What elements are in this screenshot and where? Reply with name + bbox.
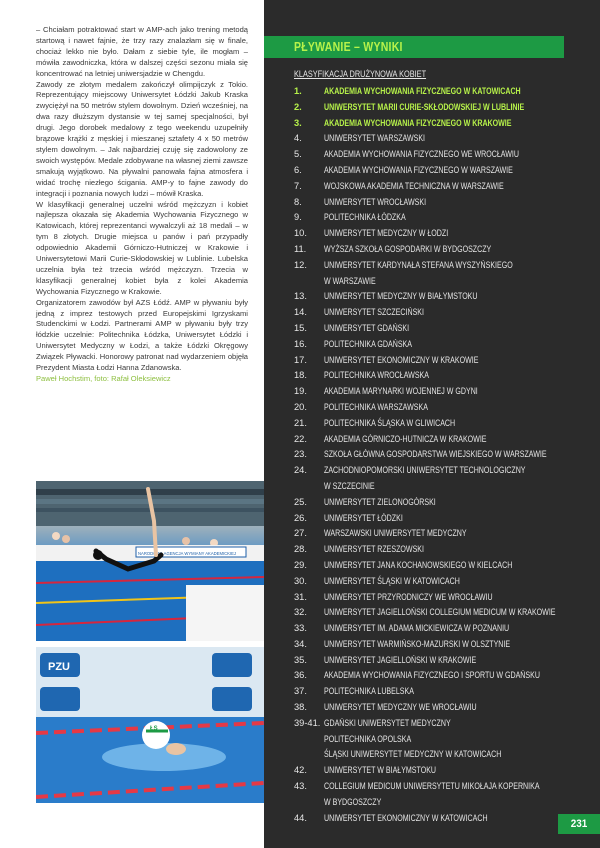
result-rank: 30. bbox=[294, 575, 307, 586]
result-rank: 26. bbox=[294, 512, 307, 523]
result-rank: 23. bbox=[294, 449, 307, 460]
page-number-box bbox=[558, 814, 600, 834]
result-row bbox=[294, 574, 594, 590]
result-rank: 3. bbox=[294, 117, 302, 128]
photo-credit: Paweł Hochstim, foto: Rafał Oleksiewicz bbox=[36, 374, 171, 383]
result-row bbox=[294, 321, 594, 337]
result-row bbox=[294, 495, 594, 511]
result-row bbox=[294, 116, 594, 132]
result-rank: 8. bbox=[294, 196, 302, 207]
result-rank: 5. bbox=[294, 149, 302, 160]
result-row bbox=[294, 179, 594, 195]
result-name: W WARSZAWIE bbox=[324, 275, 376, 286]
result-name: AKADEMIA GÓRNICZO-HUTNICZA W KRAKOWIE bbox=[324, 433, 487, 444]
page-number: 231 bbox=[570, 818, 588, 830]
result-row bbox=[294, 100, 594, 116]
article-paragraph: Zawody ze złotym medalem zakończył olimpijczyk z Tokio. Reprezentujący miejscowy Uniwersytet Łódzki Jakub Kraska zwyciężył na 50 metrów stylem dowolnym. Dzień wcześniej, na dwa razy dłuższym dystansie w tej samej specjalności, był drugi. Jego dorobek medalowy z tego weekendu uzupełniły brązowe krążki z męskiej i mieszanej sztafety 4 x 50 metrów stylem dowolnym. – Jak najbardziej czuję się zadowolony ze swoich występów. Medale zdobywane na własnej ziemi zawsze smakują wyjątkowo. Na pływalni panowała fajna atmosfera i widać trochę niezłego ścigania. AMP-y to fajne zawody do integracji i poznania nowych ludzi – mówił Kraska. bbox=[36, 79, 248, 198]
result-row bbox=[294, 147, 594, 163]
result-row bbox=[294, 747, 594, 763]
result-row bbox=[294, 732, 594, 748]
result-row bbox=[294, 289, 594, 305]
result-row bbox=[294, 558, 594, 574]
result-rank: 35. bbox=[294, 654, 307, 665]
result-name: POLITECHNIKA GDAŃSKA bbox=[324, 338, 412, 349]
result-name: AKADEMIA WYCHOWANIA FIZYCZNEGO I SPORTU W GDAŃSKU bbox=[324, 670, 540, 681]
result-name: UNIWERSYTET SZCZECIŃSKI bbox=[324, 307, 424, 318]
result-name: UNIWERSYTET MEDYCZNY W BIAŁYMSTOKU bbox=[324, 291, 478, 302]
result-rank: 4. bbox=[294, 133, 302, 144]
swimmer-dive-illustration bbox=[36, 481, 264, 641]
result-rank: 25. bbox=[294, 496, 307, 507]
result-rank: 2. bbox=[294, 101, 302, 112]
result-rank: 27. bbox=[294, 528, 307, 539]
result-row bbox=[294, 653, 594, 669]
result-row bbox=[294, 684, 594, 700]
result-row bbox=[294, 700, 594, 716]
result-rank: 38. bbox=[294, 702, 307, 713]
banner-text: NARODOWA AGENCJA WYMIANY AKADEMICKIEJ bbox=[138, 551, 236, 556]
result-name: AKADEMIA WYCHOWANIA FIZYCZNEGO W KATOWICACH bbox=[324, 86, 521, 96]
result-name: SZKOŁA GŁÓWNA GOSPODARSTWA WIEJSKIEGO W WARSZAWIE bbox=[324, 449, 547, 460]
result-rank: 24. bbox=[294, 465, 307, 476]
result-name: UNIWERSYTET W BIAŁYMSTOKU bbox=[324, 765, 437, 776]
result-name: POLITECHNIKA ŚLĄSKA W GLIWICACH bbox=[324, 417, 456, 428]
result-row bbox=[294, 226, 594, 242]
result-row bbox=[294, 163, 594, 179]
result-row bbox=[294, 195, 594, 211]
result-row bbox=[294, 368, 594, 384]
result-rank: 9. bbox=[294, 212, 302, 223]
result-row bbox=[294, 779, 594, 795]
result-name: UNIWERSYTET MEDYCZNY WE WROCŁAWIU bbox=[324, 702, 477, 713]
result-row bbox=[294, 305, 594, 321]
result-name: AKADEMIA MARYNARKI WOJENNEJ W GDYNI bbox=[324, 386, 478, 397]
result-rank: 44. bbox=[294, 812, 307, 823]
result-rank: 1. bbox=[294, 86, 302, 96]
result-row bbox=[294, 432, 594, 448]
result-row bbox=[294, 605, 594, 621]
result-name: UNIWERSYTET GDAŃSKI bbox=[324, 322, 410, 333]
result-name: UNIWERSYTET MARII CURIE-SKŁODOWSKIEJ W LUBLINIE bbox=[324, 101, 525, 112]
result-rank: 6. bbox=[294, 164, 302, 175]
result-rank: 21. bbox=[294, 417, 307, 428]
result-rank: 29. bbox=[294, 559, 307, 570]
result-row bbox=[294, 811, 594, 827]
article-paragraph: – Chciałam potraktować start w AMP-ach jako trening metodą startową i nawet fajnie, że trzy razy znalazłam się w finale, chociaż lekko nie było. Dałam z siebie tyle, ile mogłam – mówiła zawodniczka, która w dalszej części sezonu miała się koncentrować na letniej uniwersjadzie w Chengdu. bbox=[36, 25, 248, 78]
result-name: POLITECHNIKA OPOLSKA bbox=[324, 733, 412, 744]
cap-text: ŁS bbox=[150, 726, 158, 732]
result-name: UNIWERSYTET IM. ADAMA MICKIEWICZA W POZNANIU bbox=[324, 623, 510, 634]
classification-title: KLASYFIKACJA DRUŻYNOWA KOBIET bbox=[294, 69, 427, 79]
section-title: PŁYWANIE – WYNIKI bbox=[294, 40, 403, 54]
result-rank: 17. bbox=[294, 354, 307, 365]
result-name: UNIWERSYTET KARDYNAŁA STEFANA WYSZYŃSKIEGO bbox=[324, 259, 513, 270]
result-row bbox=[294, 479, 594, 495]
result-rank: 22. bbox=[294, 433, 307, 444]
result-row bbox=[294, 242, 594, 258]
pzu-logo-text: PZU bbox=[48, 661, 70, 673]
article-column bbox=[0, 0, 264, 848]
result-rank: 31. bbox=[294, 591, 307, 602]
result-name: ZACHODNIOPOMORSKI UNIWERSYTET TECHNOLOGICZNY bbox=[324, 465, 526, 476]
result-name: UNIWERSYTET RZESZOWSKI bbox=[324, 544, 424, 555]
result-rank: 7. bbox=[294, 180, 302, 191]
result-name: UNIWERSYTET ZIELONOGÓRSKI bbox=[324, 496, 436, 507]
result-rank: 20. bbox=[294, 401, 307, 412]
result-name: UNIWERSYTET WROCŁAWSKI bbox=[324, 196, 427, 207]
result-row bbox=[294, 416, 594, 432]
result-row bbox=[294, 668, 594, 684]
result-name: GDAŃSKI UNIWERSYTET MEDYCZNY bbox=[324, 717, 451, 728]
result-rank: 42. bbox=[294, 765, 307, 776]
result-rank: 34. bbox=[294, 638, 307, 649]
article-text bbox=[36, 25, 248, 385]
result-row bbox=[294, 353, 594, 369]
result-name: UNIWERSYTET ŁÓDZKI bbox=[324, 512, 403, 523]
result-row bbox=[294, 511, 594, 527]
result-row bbox=[294, 463, 594, 479]
result-name: UNIWERSYTET EKONOMICZNY W KRAKOWIE bbox=[324, 354, 479, 365]
result-name: UNIWERSYTET JAGIELLOŃSKI W KRAKOWIE bbox=[324, 654, 477, 665]
result-rank: 28. bbox=[294, 544, 307, 555]
result-name: WARSZAWSKI UNIWERSYTET MEDYCZNY bbox=[324, 528, 467, 539]
article-paragraph: W klasyfikacji generalnej uczelni wśród mężczyzn i kobiet najlepsza okazała się Akademia Wychowania Fizycznego w Katowicach, której reprezentanci wywalczyli aż 18 medali – w tym 8 złotych. Drugie miejsca u panów i pań przypadły odpowiednio Akademii Górniczo-Hutniczej w Krakowie i Uniwersytetowi Marii Curie-Skłodowskiej w Lublinie. Lubelska uczelnia była też trzecia wśród mężczyzn. Trzecia w klasyfikacji generalnej kobiet była z kolei Akademia Wychowania Fizycznego w Krakowie. bbox=[36, 199, 248, 296]
result-row bbox=[294, 274, 594, 290]
result-name: UNIWERSYTET WARSZAWSKI bbox=[324, 133, 426, 144]
result-row bbox=[294, 384, 594, 400]
result-name: COLLEGIUM MEDICUM UNIWERSYTETU MIKOŁAJA KOPERNIKA bbox=[324, 781, 540, 792]
result-rank: 39-41. bbox=[294, 717, 321, 728]
result-row bbox=[294, 716, 594, 732]
result-rank: 32. bbox=[294, 607, 307, 618]
result-rank: 37. bbox=[294, 686, 307, 697]
result-name: UNIWERSYTET PRZYRODNICZY WE WROCŁAWIU bbox=[324, 591, 493, 602]
result-name: POLITECHNIKA WARSZAWSKA bbox=[324, 401, 428, 412]
results-panel bbox=[264, 0, 600, 848]
result-name: AKADEMIA WYCHOWANIA FIZYCZNEGO W WARSZAWIE bbox=[324, 164, 513, 175]
result-rank: 33. bbox=[294, 623, 307, 634]
result-name: UNIWERSYTET MEDYCZNY W ŁODZI bbox=[324, 228, 449, 239]
result-row bbox=[294, 526, 594, 542]
result-row bbox=[294, 763, 594, 779]
result-rank: 10. bbox=[294, 228, 307, 239]
result-row bbox=[294, 131, 594, 147]
article-paragraph: Organizatorem zawodów był AZS Łódź. AMP w pływaniu były jedną z imprez testowych przed Europejskimi Igrzyskami Studenckimi w Łodzi. Partnerami AMP w pływaniu były trzy łódzkie uczelnie: Politechnika Łódzka, Uniwersytet Łódzki i Uniwersytet Medyczny w Łodzi, a także Łódzki Okręgowy Związek Pływacki. Honorowy patronat nad wydarzeniem objęła Prezydent Miasta Łodzi Hanna Zdanowska. bbox=[36, 297, 248, 373]
result-rank: 16. bbox=[294, 338, 307, 349]
result-rank: 15. bbox=[294, 322, 307, 333]
result-name: AKADEMIA WYCHOWANIA FIZYCZNEGO WE WROCŁAWIU bbox=[324, 149, 519, 160]
result-rank: 12. bbox=[294, 259, 307, 270]
result-rank: 13. bbox=[294, 291, 307, 302]
result-name: W BYDGOSZCZY bbox=[324, 796, 382, 807]
result-row bbox=[294, 400, 594, 416]
result-row bbox=[294, 795, 594, 811]
section-heading-bar bbox=[264, 36, 564, 58]
result-rank: 19. bbox=[294, 386, 307, 397]
result-name: UNIWERSYTET JAGIELLOŃSKI COLLEGIUM MEDICUM W KRAKOWIE bbox=[324, 607, 556, 618]
result-name: WYŻSZA SZKOŁA GOSPODARKI W BYDGOSZCZY bbox=[324, 243, 492, 254]
result-row bbox=[294, 258, 594, 274]
result-rank: 43. bbox=[294, 781, 307, 792]
result-row bbox=[294, 337, 594, 353]
result-name: UNIWERSYTET EKONOMICZNY W KATOWICACH bbox=[324, 812, 488, 823]
result-rank: 14. bbox=[294, 307, 307, 318]
result-name: POLITECHNIKA LUBELSKA bbox=[324, 686, 414, 697]
result-name: UNIWERSYTET WARMIŃSKO-MAZURSKI W OLSZTYNIE bbox=[324, 638, 511, 649]
swimmer-dive-photo bbox=[36, 481, 264, 641]
result-name: UNIWERSYTET JANA KOCHANOWSKIEGO W KIELCACH bbox=[324, 559, 513, 570]
result-rank: 36. bbox=[294, 670, 307, 681]
result-row bbox=[294, 590, 594, 606]
result-name: AKADEMIA WYCHOWANIA FIZYCZNEGO W KRAKOWIE bbox=[324, 117, 512, 128]
result-row bbox=[294, 637, 594, 653]
result-row bbox=[294, 210, 594, 226]
result-name: WOJSKOWA AKADEMIA TECHNICZNA W WARSZAWIE bbox=[324, 180, 504, 191]
result-name: POLITECHNIKA ŁÓDZKA bbox=[324, 212, 406, 223]
result-name: POLITECHNIKA WROCŁAWSKA bbox=[324, 370, 429, 381]
result-row bbox=[294, 84, 594, 100]
result-name: W SZCZECINIE bbox=[324, 480, 375, 491]
swimmer-breaststroke-illustration bbox=[36, 647, 264, 803]
results-list bbox=[294, 84, 594, 826]
result-name: UNIWERSYTET ŚLĄSKI W KATOWICACH bbox=[324, 575, 460, 586]
result-rank: 11. bbox=[294, 243, 307, 254]
result-row bbox=[294, 447, 594, 463]
result-row bbox=[294, 621, 594, 637]
result-name: ŚLĄSKI UNIWERSYTET MEDYCZNY W KATOWICACH bbox=[324, 749, 502, 760]
result-rank: 18. bbox=[294, 370, 307, 381]
result-row bbox=[294, 542, 594, 558]
swimmer-breaststroke-photo bbox=[36, 647, 264, 803]
